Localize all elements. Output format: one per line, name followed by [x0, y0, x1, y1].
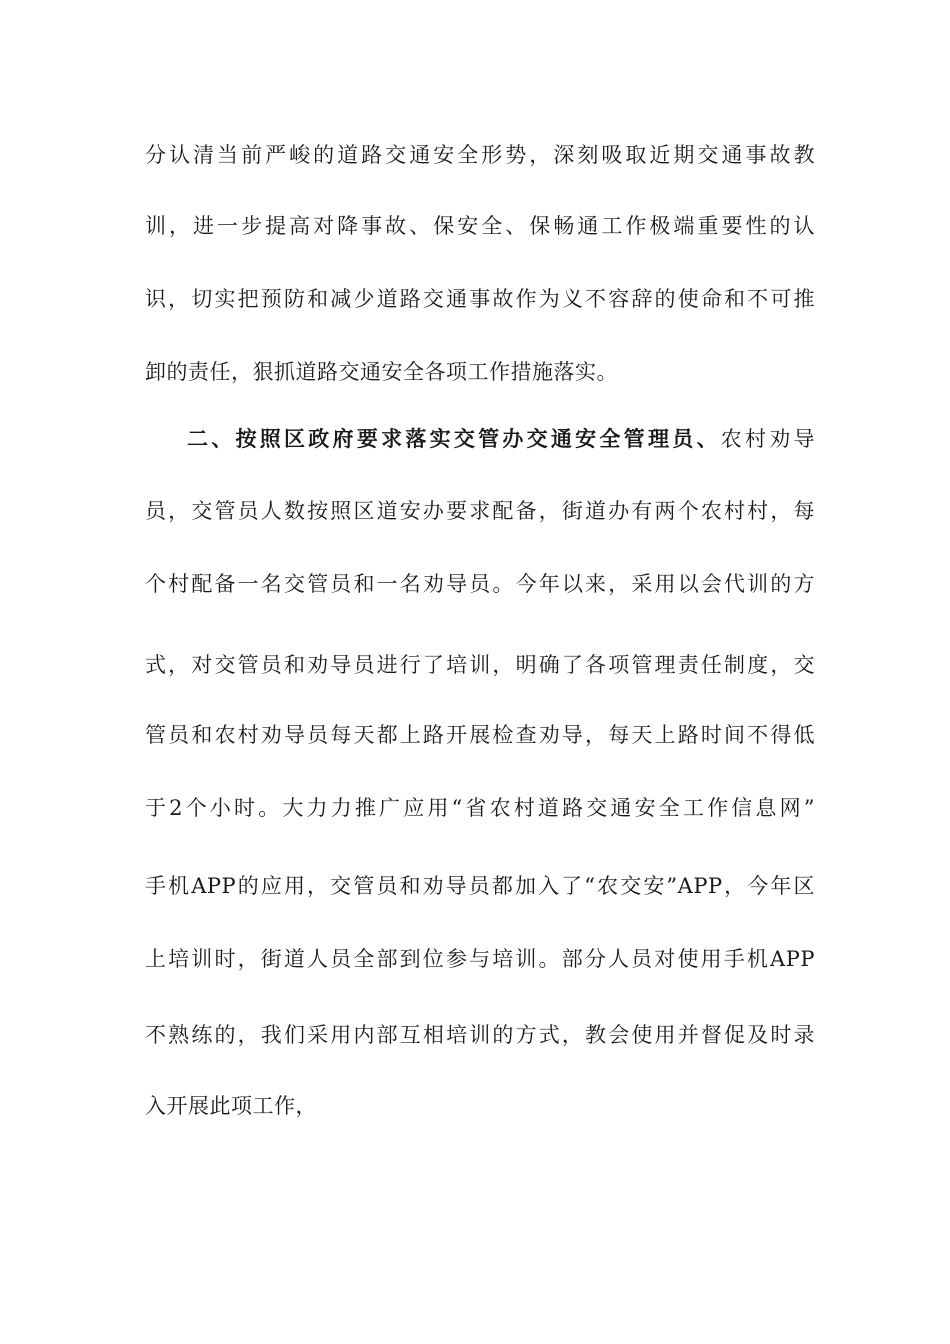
paragraph-2-line-3: 式，对交管员和劝导员进行了培训，明确了各项管理责任制度，交 — [145, 653, 815, 677]
paragraph-2-line-8: 不熟练的，我们采用内部互相培训的方式，教会使用并督促及时录 — [145, 1023, 815, 1047]
paragraph-2-line-1: 员，交管员人数按照区道安办要求配备，街道办有两个农村村，每 — [145, 499, 815, 523]
paragraph-2-line-9: 入开展此项工作， — [145, 1094, 317, 1118]
paragraph-2-line-4: 管员和农村劝导员每天都上路开展检查劝导，每天上路时间不得低 — [145, 723, 815, 747]
section-heading-line — [187, 422, 815, 456]
section-heading-bold: 二、按照区政府要求落实交管办交通安全管理员、 — [187, 426, 721, 451]
paragraph-2-line-5: 于2个小时。大力力推广应用“省农村道路交通安全工作信息网” — [145, 796, 815, 820]
paragraph-2-line-7: 上培训时，街道人员全部到位参与培训。部分人员对使用手机APP — [145, 947, 815, 971]
section-heading-rest: 农村劝导 — [720, 427, 815, 451]
paragraph-2-line-6: 手机APP的应用，交管员和劝导员都加入了“农交安”APP，今年区 — [145, 874, 815, 898]
paragraph-1-line-3: 识，切实把预防和减少道路交通事故作为义不容辞的使命和不可推 — [145, 287, 815, 311]
paragraph-2-line-2: 个村配备一名交管员和一名劝导员。今年以来，采用以会代训的方 — [145, 572, 815, 596]
paragraph-1-line-4: 卸的责任，狠抓道路交通安全各项工作措施落实。 — [145, 360, 618, 384]
paragraph-1-line-2: 训，进一步提高对降事故、保安全、保畅通工作极端重要性的认 — [145, 214, 815, 238]
paragraph-1-line-1: 分认清当前严峻的道路交通安全形势，深刻吸取近期交通事故教 — [145, 143, 815, 167]
